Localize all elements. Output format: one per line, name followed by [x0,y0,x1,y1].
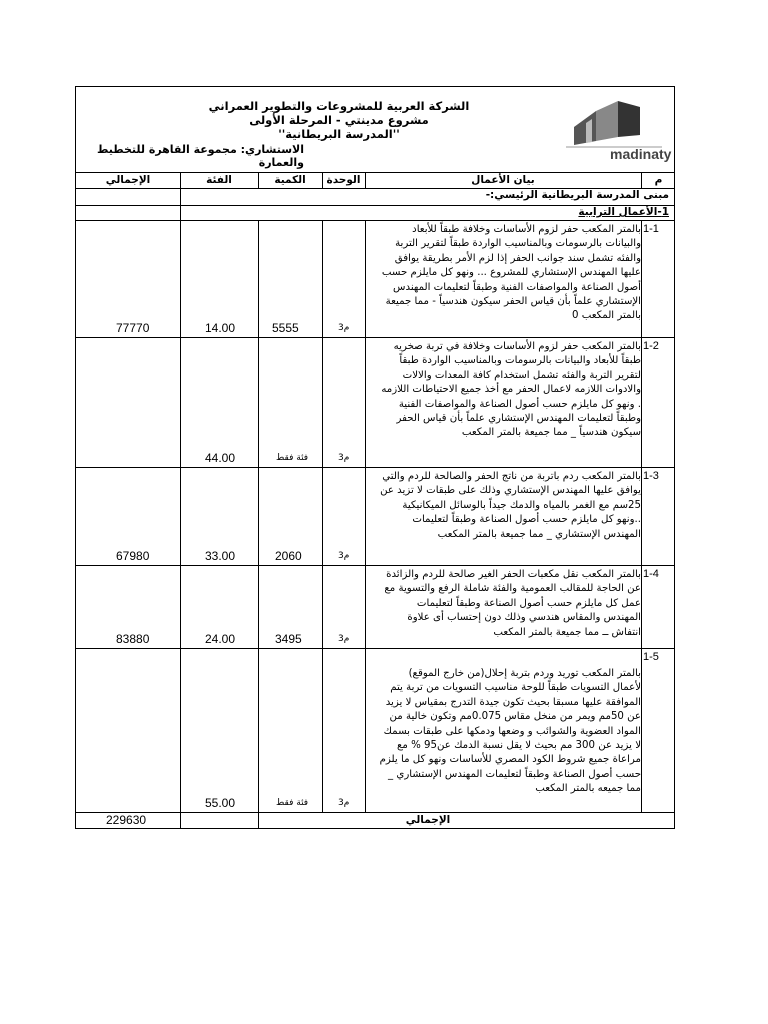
item-rate: 33.00 [205,549,236,563]
section-building: مبنى المدرسة البريطانية الرئيسي:- [485,189,669,201]
col-no: م [654,174,663,186]
col-total: الإجمالي [105,174,151,186]
item-quantity: فئة فقط [276,798,309,808]
item-no: 1-4 [643,568,659,580]
item-unit: م3 [338,798,350,808]
item-rate: 44.00 [205,451,236,465]
col-unit: الوحدة [326,174,361,186]
item-rate: 24.00 [205,632,236,646]
col-description: بيان الأعمال [471,174,535,186]
grand-total-label: الإجمالي [405,814,451,826]
item-total: 83880 [116,632,150,646]
item-description: بالمتر المكعب حفر لزوم الأساسات وخلافة طبقاً للأبعاد والبيانات بالرسومات وبالمناسيب الواردة طبقاً لتقرير التربة والفئه تشمل سند جوانب الحفر إذا لزم الأمر بطريقة يوافق عليها المهندس الإستشاري للمشروع ... ونهو كل مايلزم حسب أصول الصناعة والمواصفات الفنية وطبقاً لتعليمات المهندس الإستشاري علماً بأن قياس الحفر سيكون هندسياً - مما جميعة بالمتر المكعب 0 [381,224,641,322]
svg-text:madinaty: madinaty [610,146,672,162]
item-description: بالمتر المكعب نقل مكعبات الحفر الغير صالحة للردم والزائدة عن الحاجة للمقالب العمومية والفئة شاملة الرفع والتسوية مع عمل كل مايلزم حسب أصول الصناعة وطبقاً لتعليمات المهندس والمقاس هندسي وذلك دون إحتساب أى علاوة انتفاش ــ مما جميعة بالمتر المكعب [384,569,641,638]
section-earthworks: 1-الأعمال الترابية [578,206,669,218]
item-quantity: فئة فقط [276,453,309,463]
madinaty-logo [566,97,672,162]
item-quantity: 3495 [275,632,302,646]
consultant-label: الاستشاري: مجموعة القاهرة للتخطيط والعمارة [96,143,304,169]
item-unit: م3 [338,551,350,561]
item-total: 67980 [116,549,150,563]
item-no: 1-2 [643,340,659,352]
project-name: مشروع مدينتي - المرحلة الأولى [249,113,429,127]
item-description: بالمتر المكعب ردم باتربة من ناتج الحفر والصالحة للردم والتي يوافق عليها المهندس الإستشاري وذلك على طبقات لا تزيد عن 25سم مع الغمر بالمياه والدمك جيداً بالوسائل الميكانيكية ..ونهو كل مايلزم حسب أصول الصناعة وطبقاً لتعليمات المهندس الإستشاري _ مما جميعة بالمتر المكعب [380,471,641,540]
item-unit: م3 [338,453,350,463]
item-unit: م3 [338,634,350,644]
item-quantity: 5555 [272,321,299,335]
item-total: 77770 [116,321,150,335]
company-name: الشركة العربية للمشروعات والتطوير العمراني [208,99,470,113]
col-rate: الفئة [206,174,232,186]
item-unit: م3 [338,323,350,333]
col-quantity: الكمية [274,174,306,186]
item-rate: 14.00 [205,321,236,335]
item-no: 1-3 [643,470,659,482]
item-no: 1-1 [643,223,659,235]
item-description: بالمتر المكعب توريد وردم بتربة إحلال(من خارج الموقع) لأعمال التسويات طبقاً للوحة مناسيب التسويات من تربة يتم الموافقة عليها مسبقا بحيث تكون جيدة التدرج بمقياس لا يزيد عن 50مم ويمر من منخل مقاس 0.075مم وتكون خالية من المواد العضوية والشوائب و وضعها ودمكها على طبقات بسمك لا يزيد عن 300 مم بحيث لا يقل نسبة الدمك عن95 % مع مراعاة جميع شروط الكود المصري للأساسات ونهو كل ما يلزم حسب أصول الصناعة وطبقاً لتعليمات المهندس الإستشاري _ مما جميعه بالمتر المكعب [379,668,641,795]
item-no: 1-5 [643,651,659,663]
item-description: بالمتر المكعب حفر لزوم الأساسات وخلافة في تربة صخريه طبقاً للأبعاد والبيانات بالرسومات وبالمناسيب الواردة طبقاً لتقرير التربة والفئه تشمل استخدام كافة المعدات والالات والادوات اللازمه لاعمال الحفر مع أخذ جميع الاحتياطات اللازمه . ونهو كل مايلزم حسب أصول الصناعة والمواصفات الفنية وطبقاً لتعليمات المهندس الإستشاري علماً بأن قياس الحفر سيكون هندسياً _ مما جميعة بالمتر المكعب [381,341,641,439]
school-name: ''المدرسة البريطانية'' [278,127,400,141]
item-rate: 55.00 [205,796,236,810]
grand-total-value: 229630 [106,813,147,827]
boq-sheet [75,86,675,829]
item-quantity: 2060 [275,549,302,563]
